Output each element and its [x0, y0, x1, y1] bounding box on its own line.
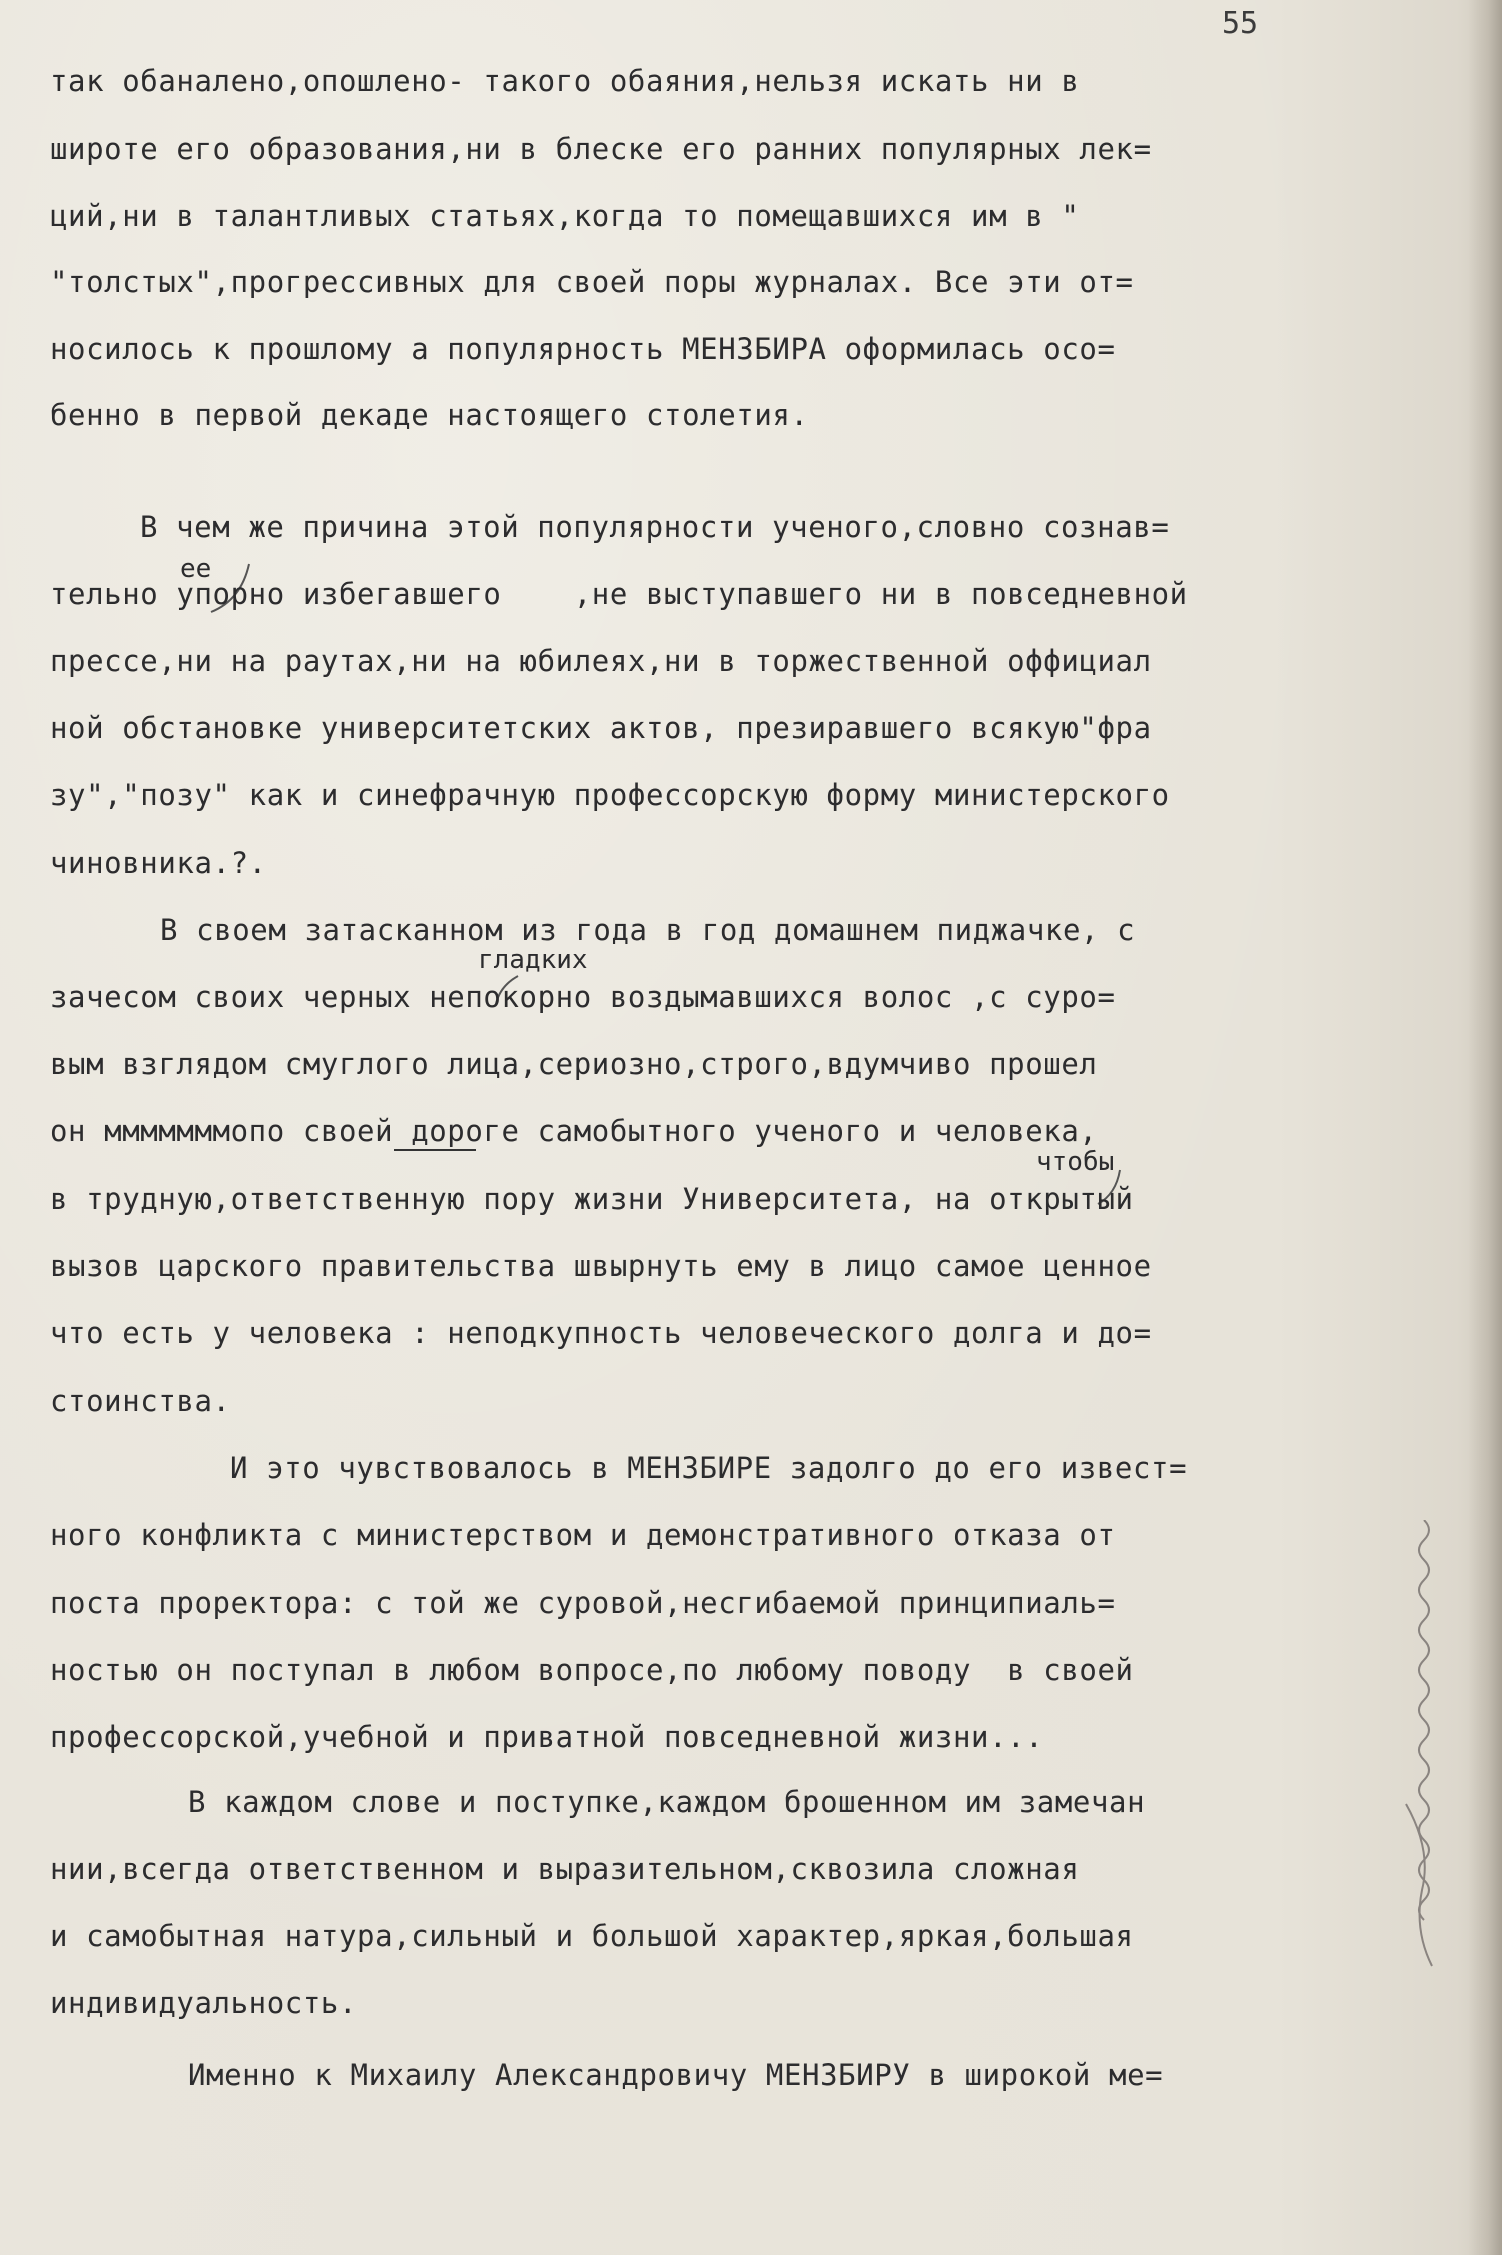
text-line: вым взглядом смуглого лица,сериозно,строго,вдумчиво прошел [50, 1047, 1098, 1081]
text-line: зу","позу" как и синефрачную профессорскую форму министерского [50, 778, 1170, 812]
text-line: В каждом слове и поступке,каждом брошенном им замечан [188, 1785, 1146, 1819]
text-line: И это чувствовалось в МЕНЗБИРЕ задолго до его извест= [230, 1451, 1188, 1485]
text-line: так обаналено,опошлено- такого обаяния,нельзя искать ни в [50, 64, 1080, 98]
text-line: прессе,ни на раутах,ни на юбилеях,ни в торжественной оффициал [50, 644, 1152, 678]
margin-bracket-mark [1392, 1800, 1442, 1970]
text-line: ного конфликта с министерством и демонстративного отказа от [50, 1518, 1116, 1552]
text-line: В чем же причина этой популярности ученого,словно сознав= [140, 510, 1170, 544]
text-line: ностью он поступал в любом вопросе,по любому поводу в своей [50, 1653, 1134, 1687]
text-line: бенно в первой декаде настоящего столетия. [50, 398, 809, 432]
text-line: стоинства. [50, 1384, 231, 1418]
page-edge-shadow [1468, 0, 1502, 2255]
underline-mark [392, 1146, 478, 1154]
text-line: зачесом своих черных непокорно воздымавшихся волос ,с суро= [50, 980, 1116, 1014]
text-line: нии,всегда ответственном и выразительном,сквозила сложная [50, 1852, 1080, 1886]
text-line: профессорской,учебной и приватной повседневной жизни... [50, 1720, 1044, 1754]
text-line: что есть у человека : неподкупность человеческого долга и до= [50, 1316, 1152, 1350]
text-line: и самобытная натура,сильный и большой характер,яркая,большая [50, 1919, 1134, 1953]
text-line: тельно упорно избегавшего ,не выступавшего ни в повседневной [50, 577, 1188, 611]
text-line: Именно к Михаилу Александровичу МЕНЗБИРУ в широкой ме= [188, 2058, 1164, 2092]
text-line: в трудную,ответственную пору жизни Университета, на открытый [50, 1182, 1134, 1216]
handwritten-insert-gladkih: гладких [478, 945, 588, 975]
text-line: чиновника.?. [50, 846, 267, 880]
page-number: 55 [1222, 6, 1259, 41]
text-line: вызов царского правительства швырнуть ему в лицо самое ценное [50, 1249, 1152, 1283]
text-line: В своем затасканном из года в год домашнем пиджачке, с [160, 913, 1136, 947]
text-line: ной обстановке университетских актов, презиравшего всякую"фра [50, 711, 1152, 745]
text-line: "толстых",прогрессивных для своей поры журналах. Все эти от= [50, 265, 1134, 299]
text-line: индивидуальность. [50, 1986, 358, 2020]
text-line: поста проректора: с той же суровой,несгибаемой принципиаль= [50, 1586, 1116, 1620]
handwritten-insert-ee: ее [180, 554, 212, 584]
text-line: широте его образования,ни в блеске его ранних популярных лек= [50, 132, 1152, 166]
text-line: ций,ни в талантливых статьях,когда то помещавшихся им в " [50, 199, 1080, 233]
handwritten-insert-chtoby: чтобы [1036, 1147, 1115, 1177]
text-line: носилось к прошлому а популярность МЕНЗБИРА оформилась осо= [50, 332, 1116, 366]
text-line: он мммммммопо своей дороге самобытного ученого и человека, [50, 1114, 1098, 1148]
